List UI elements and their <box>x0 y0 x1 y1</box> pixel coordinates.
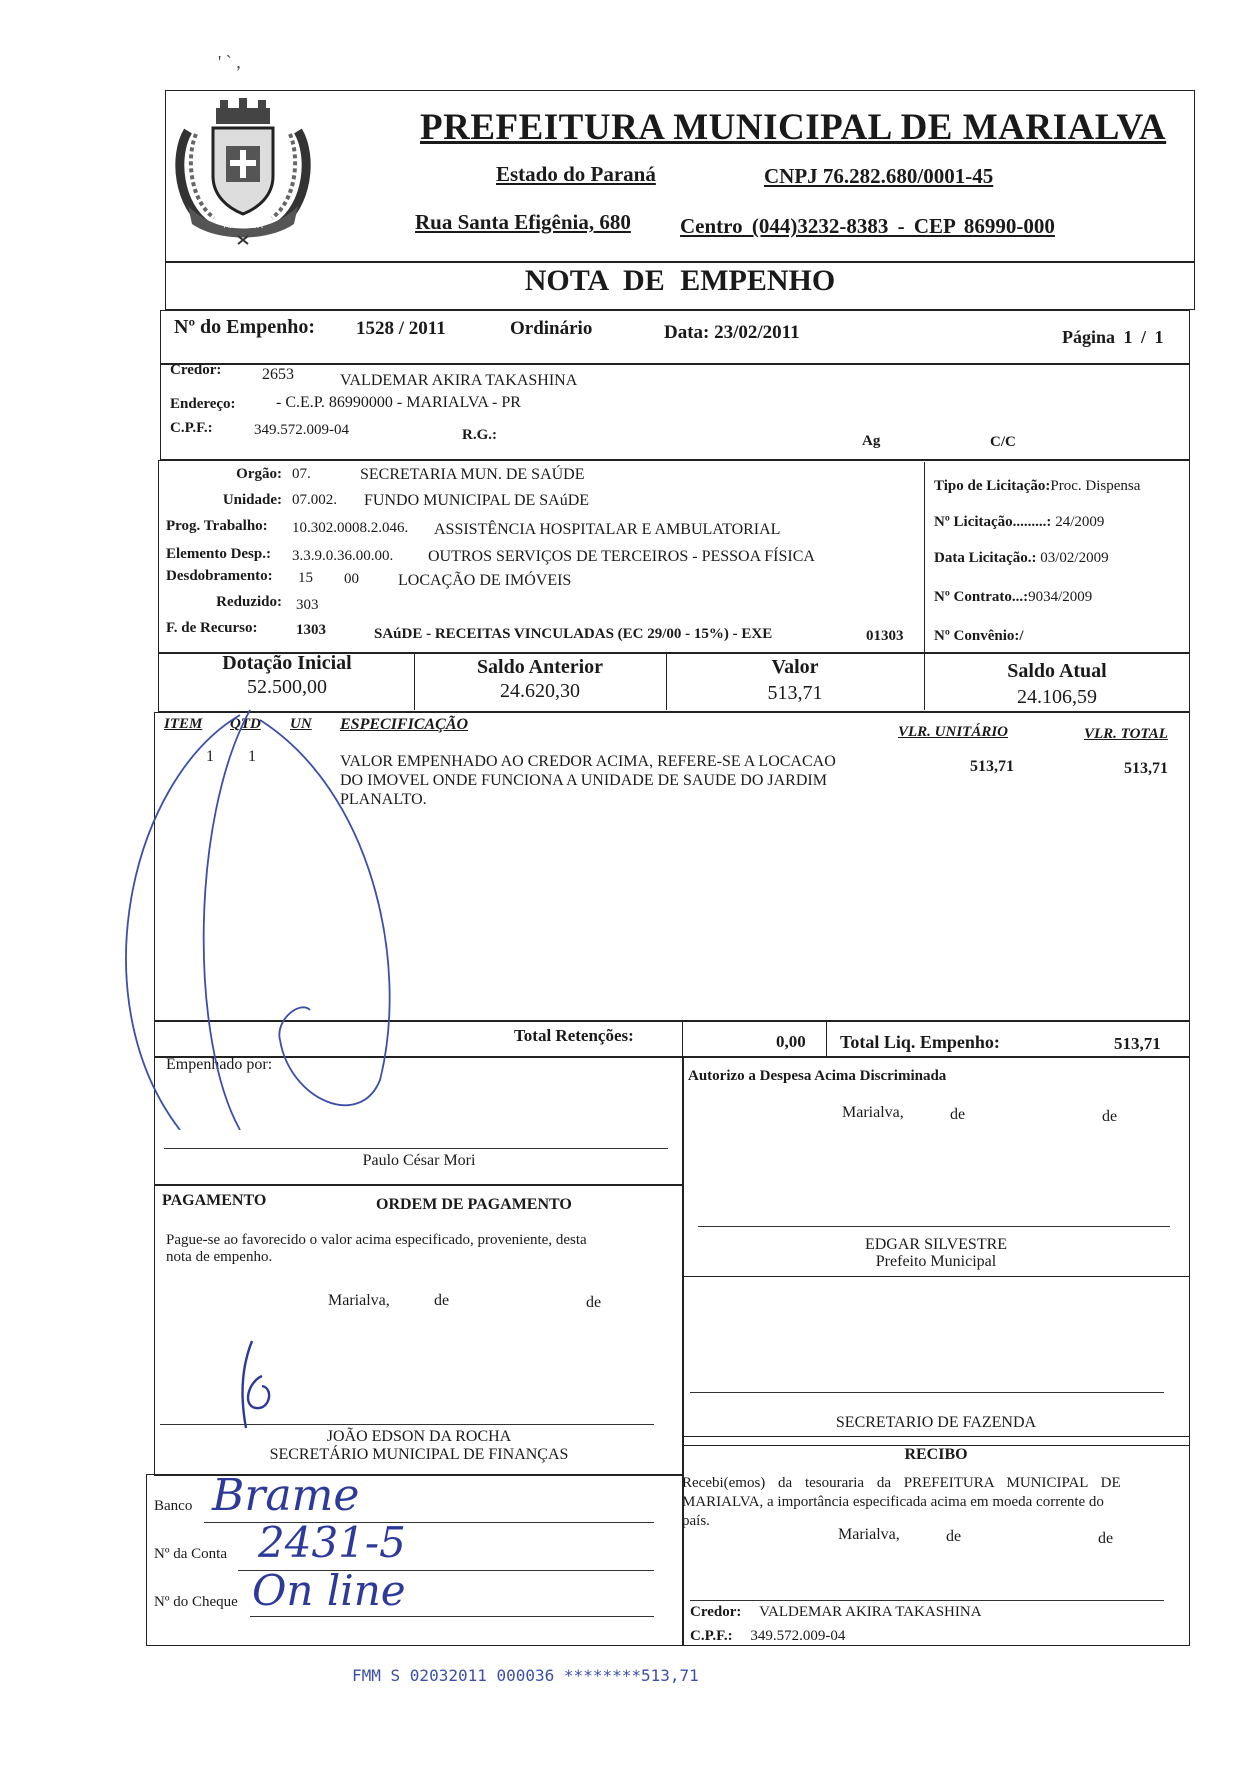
recurso-name: SAúDE - RECEITAS VINCULADAS (EC 29/00 - 15%) - EXE <box>374 626 773 642</box>
prog-name: ASSISTÊNCIA HOSPITALAR E AMBULATORIAL <box>434 521 781 538</box>
pagamento-text-line-1: Pague-se ao favorecido o valor acima especificado, proveniente, desta <box>166 1232 587 1248</box>
col-un: UN <box>290 716 312 732</box>
recibo-de-1: de <box>946 1528 962 1545</box>
autorizo-de-1: de <box>950 1106 966 1123</box>
autorizo-signature-line <box>698 1226 1170 1227</box>
cheque-label: Nº do Cheque <box>154 1594 238 1610</box>
desdobramento-label: Desdobramento: <box>166 568 273 584</box>
treasurer-signature <box>222 1336 282 1436</box>
elemento-label: Elemento Desp.: <box>166 546 271 562</box>
recibo-cpf: C.P.F.: 349.572.009-04 <box>690 1628 846 1644</box>
saldo-anterior-value: 24.620,30 <box>500 680 580 702</box>
empenho-number: 1528 / 2011 <box>356 318 446 339</box>
banco-label: Banco <box>154 1498 193 1514</box>
dotacao-value: 52.500,00 <box>247 676 327 698</box>
unidade-label: Unidade: <box>222 492 282 508</box>
autorizo-city: Marialva, <box>842 1104 904 1121</box>
numero-contrato: Nº Contrato...:9034/2009 <box>934 589 1093 605</box>
cpf-label: C.P.F.: <box>170 420 213 436</box>
pagamento-de-1: de <box>434 1292 450 1309</box>
col-especificacao: ESPECIFICAÇÃO <box>340 716 469 733</box>
pagamento-city: Marialva, <box>328 1292 390 1309</box>
doc-title: NOTA DE EMPENHO <box>524 264 836 297</box>
empenho-type: Ordinário <box>510 318 593 339</box>
autorizo-role: Prefeito Municipal <box>875 1253 997 1270</box>
fazenda-signature-line <box>690 1392 1164 1393</box>
unidade-name: FUNDO MUNICIPAL DE SAúDE <box>364 492 590 509</box>
recibo-text-line-1: Recebi(emos) da tesouraria da PREFEITURA MUNICIPAL DE <box>682 1475 1121 1491</box>
recibo-city: Marialva, <box>838 1526 900 1543</box>
valor-label: Valor <box>771 656 819 678</box>
pagamento-text-line-2: nota de empenho. <box>166 1249 273 1265</box>
credor-address: - C.E.P. 86990000 - MARIALVA - PR <box>276 394 521 411</box>
col-qtd: QTD <box>230 716 261 732</box>
retencoes-divider-2 <box>826 1020 827 1058</box>
numero-licitacao: Nº Licitação.........: 24/2009 <box>934 514 1105 530</box>
saldo-anterior-label: Saldo Anterior <box>476 656 604 678</box>
col-vlr-unitario: VLR. UNITÁRIO <box>898 724 1009 740</box>
autorizo-title: Autorizo a Despesa Acima Discriminada <box>688 1068 947 1084</box>
page-title: PREFEITURA MUNICIPAL DE MARIALVA <box>420 107 1167 148</box>
retencoes-label: Total Retenções: <box>514 1026 634 1045</box>
item-qtd: 1 <box>248 748 256 765</box>
conta-handwritten: 2431-5 <box>258 1518 406 1567</box>
reduzido-label: Reduzido: <box>216 594 282 610</box>
prog-label: Prog. Trabalho: <box>166 518 268 534</box>
data-licitacao: Data Licitação.: 03/02/2009 <box>934 550 1109 566</box>
pagamento-de-2: de <box>586 1294 602 1311</box>
recurso-code: 1303 <box>296 622 326 638</box>
col-item: ITEM <box>164 716 203 732</box>
svg-text:MARIALVA: MARIALVA <box>223 221 263 230</box>
item-spec-line-3: PLANALTO. <box>340 791 427 808</box>
fazenda-role: SECRETARIO DE FAZENDA <box>835 1414 1037 1431</box>
empenhado-label: Empenhado por: <box>166 1056 273 1073</box>
conta-label: Nº da Conta <box>154 1546 227 1562</box>
recibo-de-2: de <box>1098 1530 1114 1547</box>
credor-cpf: 349.572.009-04 <box>254 422 349 438</box>
header-state: Estado do Paraná <box>496 162 656 186</box>
total-liq-value: 513,71 <box>1114 1034 1161 1053</box>
recibo-text-line-3: país. <box>682 1513 710 1529</box>
col-vlr-total: VLR. TOTAL <box>1084 726 1168 742</box>
coat-of-arms-icon <box>168 96 318 246</box>
cheque-line <box>250 1616 654 1617</box>
ag-label: Ag <box>862 433 881 449</box>
budget-divider <box>924 462 925 654</box>
header-cnpj: CNPJ 76.282.680/0001-45 <box>764 164 994 188</box>
header-contact: Centro (044)3232-8383 - CEP 86990-000 <box>680 214 1055 238</box>
credor-code: 2653 <box>262 366 294 383</box>
orgao-name: SECRETARIA MUN. DE SAÚDE <box>360 466 585 483</box>
autorizo-signer: EDGAR SILVESTRE <box>864 1236 1008 1253</box>
item-number: 1 <box>206 748 214 765</box>
pagamento-signer: JOÃO EDSON DA ROCHA <box>326 1428 512 1445</box>
recibo-text-line-2: MARIALVA, a importância especificada acima em moeda corrente do <box>682 1494 1104 1510</box>
tipo-licitacao: Tipo de Licitação:Proc. Dispensa <box>934 478 1141 494</box>
credor-block <box>160 364 1190 460</box>
pagamento-title: ORDEM DE PAGAMENTO <box>376 1196 572 1213</box>
empenho-page: Página 1 / 1 <box>1062 327 1164 347</box>
cc-label: C/C <box>990 434 1016 450</box>
item-spec-line-2: DO IMOVEL ONDE FUNCIONA A UNIDADE DE SAUDE DO JARDIM <box>340 772 827 789</box>
desdobramento-code: 15 <box>298 570 313 586</box>
empenho-date: Data: 23/02/2011 <box>664 322 800 343</box>
item-total-value: 513,71 <box>1124 760 1168 777</box>
unidade-code: 07.002. <box>292 492 337 508</box>
reduzido-code: 303 <box>296 597 319 613</box>
item-spec-line-1: VALOR EMPENHADO AO CREDOR ACIMA, REFERE-SE A LOCACAO <box>340 753 836 770</box>
cheque-handwritten: On line <box>252 1566 406 1615</box>
recibo-text <box>682 1474 1168 1531</box>
dotacao-label: Dotação Inicial <box>222 652 352 674</box>
saldo-atual-label: Saldo Atual <box>1007 660 1107 682</box>
autorizo-divider <box>682 1276 1190 1277</box>
numero-convenio: Nº Convênio:/ <box>934 628 1024 644</box>
recurso-code2: 01303 <box>866 628 904 644</box>
elemento-name: OUTROS SERVIÇOS DE TERCEIROS - PESSOA FÍSICA <box>428 548 815 565</box>
recurso-label: F. de Recurso: <box>166 620 258 636</box>
desdobramento-sub: 00 <box>344 571 359 587</box>
saldo-atual-value: 24.106,59 <box>1017 686 1097 708</box>
pagamento-label: PAGAMENTO <box>162 1192 267 1209</box>
valor-value: 513,71 <box>767 682 823 704</box>
rg-label: R.G.: <box>462 427 497 443</box>
total-liq-label: Total Liq. Empenho: <box>840 1032 1000 1052</box>
orgao-code: 07. <box>292 466 311 482</box>
autorizo-de-2: de <box>1102 1108 1118 1125</box>
autorizo-signer-block <box>682 1236 1190 1270</box>
empenhado-signature-line <box>164 1148 668 1149</box>
elemento-code: 3.3.9.0.36.00.00. <box>292 548 394 564</box>
credor-label: Credor: <box>170 362 222 378</box>
scan-marks: ' ` , <box>218 52 241 72</box>
retencoes-value: 0,00 <box>776 1032 806 1051</box>
recibo-title: RECIBO <box>904 1446 968 1463</box>
validation-stamp: FMM S 02032011 000036 ********513,71 <box>352 1666 699 1685</box>
handwritten-strokes <box>110 700 430 1130</box>
header-street: Rua Santa Efigênia, 680 <box>415 210 631 234</box>
recibo-signature-line <box>690 1600 1164 1601</box>
item-unit-value: 513,71 <box>970 758 1014 775</box>
credor-name: VALDEMAR AKIRA TAKASHINA <box>340 372 578 389</box>
empenhado-name: Paulo César Mori <box>362 1152 476 1169</box>
banco-handwritten: Brame <box>212 1470 360 1521</box>
pagamento-role: SECRETÁRIO MUNICIPAL DE FINANÇAS <box>269 1446 569 1463</box>
orgao-label: Orgão: <box>236 466 282 482</box>
prog-code: 10.302.0008.2.046. <box>292 520 409 536</box>
empenho-label: Nº do Empenho: <box>174 316 316 338</box>
recibo-credor: Credor: VALDEMAR AKIRA TAKASHINA <box>690 1604 982 1620</box>
pagamento-text <box>166 1232 587 1266</box>
desdobramento-name: LOCAÇÃO DE IMÓVEIS <box>398 572 572 589</box>
endereco-label: Endereço: <box>170 396 236 412</box>
retencoes-divider-1 <box>682 1020 683 1058</box>
